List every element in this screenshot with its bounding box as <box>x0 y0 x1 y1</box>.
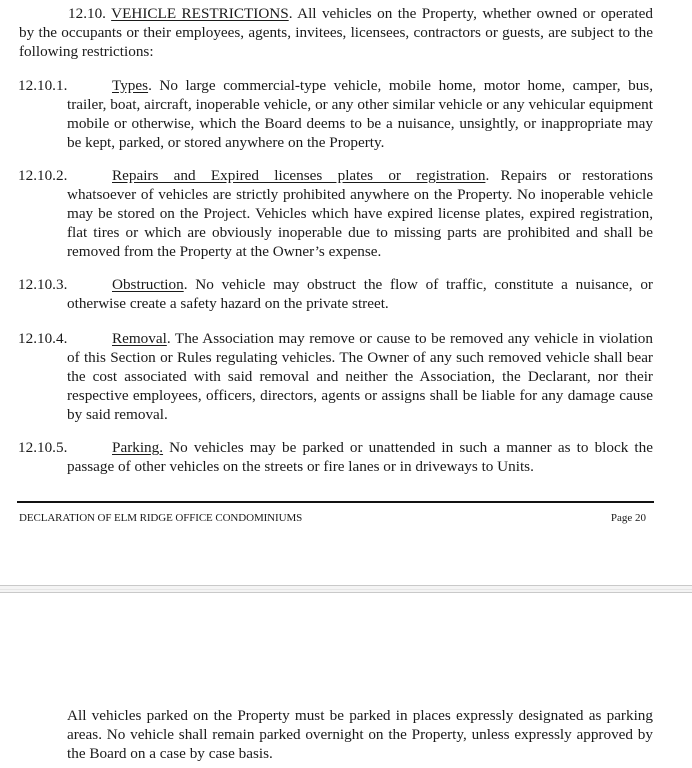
subsection-12-10-1 <box>18 76 653 152</box>
subsection-text: . No large commercial-type vehicle, mobile home, motor home, camper, bus, trailer, boat, aircraft, inoperable vehicle, or any other similar vehicle or any vehicular equipment mobile or otherwise, which the Board deems to be a nuisance, unsightly, or inappropriate may be kept, parked, or stored anywhere on the Property. <box>67 77 653 151</box>
subsection-12-10-5 <box>18 438 653 476</box>
subsection-title: Removal <box>112 330 167 347</box>
section-12-10-paragraph <box>19 4 653 61</box>
subsection-text: . Repairs or restorations whatsoever of vehicles are strictly prohibited anywhere on the Property. No inoperable vehicle may be stored on the Project. Vehicles which have expired license plates, expired registration, flat tires or which are obviously inoperable due to missing parts are prohibited and shall be removed from the Property at the Owner’s expense. <box>67 167 653 260</box>
subsection-12-10-4 <box>18 329 653 424</box>
footer-rule <box>17 501 654 503</box>
document-page-21 <box>0 593 692 768</box>
subsection-title: Parking. <box>112 439 164 456</box>
page-break-inner-line <box>0 589 692 590</box>
subsection-number: 12.10.3. <box>18 276 68 293</box>
section-intro: . All vehicles on the Property, whether owned or operated by the occupants or their employees, agents, invitees, licensees, contractors or guests, are subject to the following restrictions: <box>19 5 653 60</box>
parking-designation-paragraph: All vehicles parked on the Property must be parked in places expressly designated as parking areas. No vehicle shall remain parked overnight on the Property, unless expressly approved by the Board on a case by case basis. <box>67 707 653 762</box>
subsection-number: 12.10.1. <box>18 77 68 94</box>
subsection-title: Types <box>112 77 149 94</box>
section-title: VEHICLE RESTRICTIONS <box>111 5 289 22</box>
subsection-number: 12.10.5. <box>18 439 68 456</box>
subsection-text: No vehicles may be parked or unattended in such a manner as to block the passage of other vehicles on the streets or fire lanes or in driveways to Units. <box>67 439 653 475</box>
page-break-divider <box>0 585 692 593</box>
subsection-text: . No vehicle may obstruct the flow of traffic, constitute a nuisance, or otherwise create a safety hazard on the private street. <box>67 276 653 312</box>
subsection-number: 12.10.4. <box>18 330 68 347</box>
subsection-title: Repairs and Expired licenses plates or registration <box>112 167 486 184</box>
footer-document-title: DECLARATION OF ELM RIDGE OFFICE CONDOMINIUMS <box>19 512 303 524</box>
subsection-text: . The Association may remove or cause to be removed any vehicle in violation of this Section or Rules regulating vehicles. The Owner of any such removed vehicle shall bear the cost associated with said removal and neither the Association, the Declarant, nor their respective employees, officers, directors, agents or assigns shall be liable for any damage cause by said removal. <box>67 330 653 423</box>
section-number: 12.10. <box>68 5 106 22</box>
subsection-12-10-2 <box>18 166 653 261</box>
subsection-number: 12.10.2. <box>18 167 68 184</box>
subsection-title: Obstruction <box>112 276 184 293</box>
subsection-12-10-3 <box>18 275 653 313</box>
footer-page-number: Page 20 <box>610 512 646 524</box>
